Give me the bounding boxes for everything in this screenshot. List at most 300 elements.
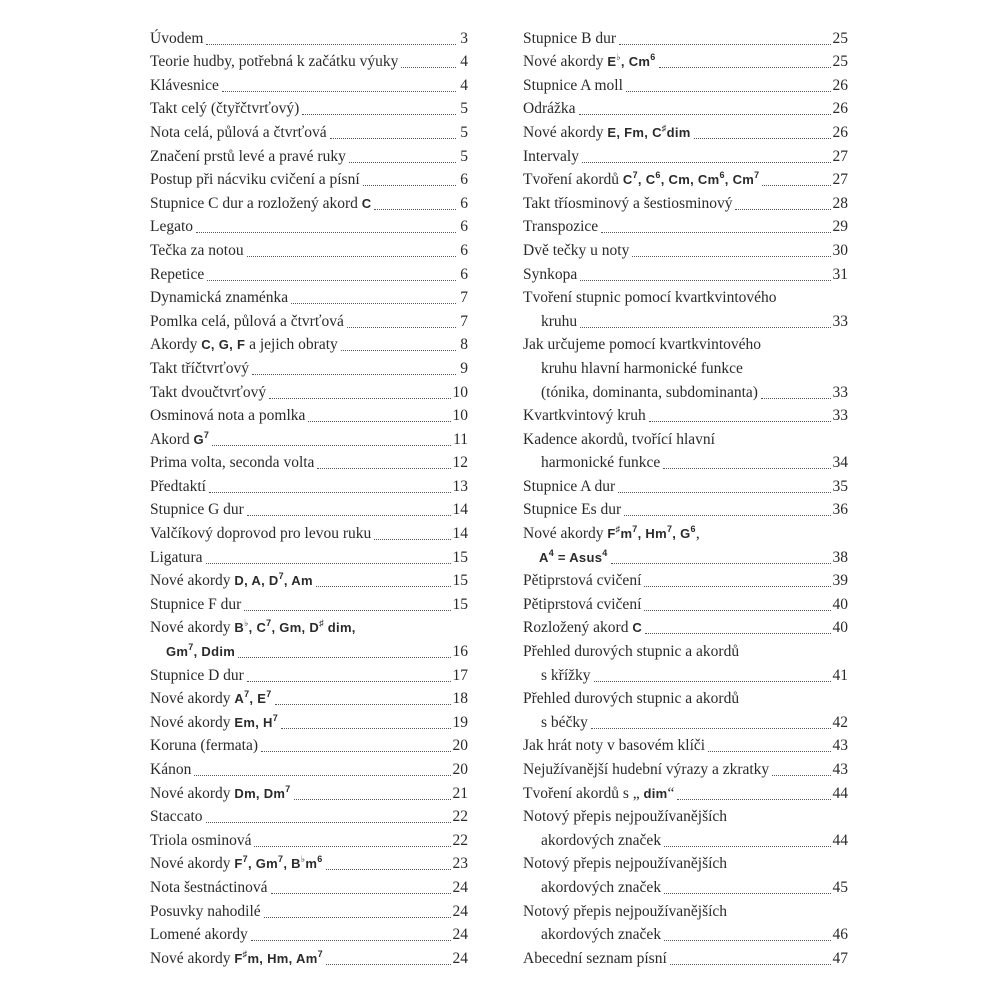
toc-entry[interactable]: [523, 520, 848, 567]
toc-entry[interactable]: [150, 308, 468, 332]
toc-entry-title: [150, 689, 272, 709]
chord-superscript: 7: [666, 524, 673, 535]
toc-entry-title: [523, 288, 777, 308]
toc-entry-continuation: (tónika, dominanta, subdominanta): [541, 383, 758, 401]
toc-entry[interactable]: [150, 662, 468, 686]
toc-entry[interactable]: [523, 733, 848, 757]
toc-entry-line: [523, 25, 848, 49]
toc-entry-line: [150, 922, 468, 946]
toc-entry-line: [150, 615, 468, 639]
dot-leader: [772, 775, 830, 776]
toc-entry-continuation: [166, 642, 235, 662]
chord-superscript: ♯: [615, 524, 621, 535]
dot-leader: [271, 893, 451, 894]
toc-entry-title: [150, 359, 249, 379]
toc-entry-title: [523, 642, 739, 662]
dot-leader: [247, 681, 451, 682]
toc-entry[interactable]: [523, 851, 848, 898]
toc-entry[interactable]: [523, 261, 848, 285]
page-number: 5: [460, 100, 468, 118]
chord-symbol: Em, H: [234, 714, 273, 730]
toc-entry[interactable]: [150, 756, 468, 780]
chord-symbol: G: [193, 431, 204, 447]
toc-entry-text: Tvoření akordů: [523, 171, 619, 189]
toc-entry-line: [150, 780, 468, 804]
chord-symbol: , C: [637, 172, 656, 188]
dot-leader: [664, 893, 830, 894]
toc-entry-text: Nové akordy: [150, 784, 231, 802]
toc-entry-text: Klávesnice: [150, 76, 219, 94]
toc-entry-text: Kadence akordů, tvořící hlavní: [523, 430, 715, 448]
toc-entry[interactable]: [150, 922, 468, 946]
toc-entry-title: [150, 147, 346, 167]
toc-entry-title: [150, 170, 360, 190]
toc-entry[interactable]: [523, 119, 848, 143]
dot-leader: [196, 232, 456, 233]
toc-entry-text: Pětiprstová cvičení: [523, 595, 642, 613]
toc-entry[interactable]: [150, 709, 468, 733]
toc-entry-line: [150, 308, 468, 332]
toc-entry-line: [523, 49, 848, 73]
dot-leader: [624, 515, 830, 516]
toc-entry[interactable]: [523, 945, 848, 969]
page-number: 15: [452, 548, 468, 566]
page-number: 36: [832, 501, 848, 519]
toc-entry-text: Stupnice A dur: [523, 477, 616, 495]
page-number: 42: [832, 713, 848, 731]
toc-entry-title: [523, 902, 727, 922]
toc-entry[interactable]: [150, 72, 468, 96]
page-number: 30: [832, 241, 848, 259]
toc-entry[interactable]: [150, 874, 468, 898]
toc-entry[interactable]: [150, 190, 468, 214]
toc-entry-title: [150, 99, 299, 119]
toc-entry-text: Repetice: [150, 265, 205, 283]
toc-entry-text: Odrážka: [523, 100, 576, 118]
toc-entry-title: [150, 430, 209, 450]
toc-entry-text: Stupnice D dur: [150, 666, 244, 684]
toc-entry-line: [150, 143, 468, 167]
toc-entry-line: [523, 190, 848, 214]
page-number: 27: [832, 171, 848, 189]
toc-entry-line: [150, 544, 468, 568]
dot-leader: [644, 586, 830, 587]
page-number: 22: [452, 808, 468, 826]
toc-entry[interactable]: [150, 851, 468, 875]
toc-entry[interactable]: [150, 450, 468, 474]
toc-entry-text: Nota šestnáctinová: [150, 878, 268, 896]
toc-entry-line: [150, 214, 468, 238]
toc-entry-text: Rozložený akord: [523, 619, 629, 637]
toc-entry[interactable]: [150, 261, 468, 285]
toc-entry[interactable]: [523, 426, 848, 473]
toc-entry[interactable]: [523, 214, 848, 238]
chord-symbol: C, G, F: [201, 337, 246, 353]
toc-entry[interactable]: [523, 804, 848, 851]
toc-entry-continuation: [539, 548, 608, 568]
chord-symbol: , Gm, D: [271, 620, 320, 636]
chord-superscript: 7: [285, 783, 291, 794]
dot-leader: [261, 751, 450, 752]
dot-leader: [663, 468, 830, 469]
dot-leader: [580, 327, 830, 328]
toc-entry[interactable]: [523, 568, 848, 592]
toc-entry-title: [523, 29, 616, 49]
toc-entry[interactable]: [150, 96, 468, 120]
chord-superscript: 6: [655, 170, 661, 181]
page-number: 44: [832, 831, 848, 849]
dot-leader: [664, 940, 830, 941]
page-number: 25: [832, 29, 848, 47]
toc-entry-line: [150, 355, 468, 379]
page-number: 23: [452, 855, 468, 873]
toc-entry-line: [523, 874, 848, 898]
toc-entry-title: [523, 170, 759, 190]
toc-entry-line: [523, 827, 848, 851]
dot-leader: [649, 421, 831, 422]
toc-entry[interactable]: [150, 520, 468, 544]
page-number: 24: [452, 878, 468, 896]
dot-leader: [330, 138, 456, 139]
toc-entry-line: [150, 874, 468, 898]
page-number: 33: [832, 383, 848, 401]
toc-entry-text: Intervaly: [523, 147, 579, 165]
page-number: 33: [832, 312, 848, 330]
page-number: 24: [452, 926, 468, 944]
chord-symbol: A: [234, 691, 245, 707]
toc-entry[interactable]: [523, 285, 848, 332]
toc-entry[interactable]: [523, 237, 848, 261]
toc-entry[interactable]: [150, 591, 468, 615]
toc-entry[interactable]: [523, 49, 848, 73]
toc-entry-text: Nové akordy: [523, 123, 604, 141]
toc-entry-text: Koruna (fermata): [150, 737, 259, 755]
toc-entry-continuation: s křížky: [541, 666, 591, 684]
toc-entry-text: Stupnice C dur a rozložený akord: [150, 194, 358, 212]
toc-entry-line: [523, 568, 848, 592]
page-number: 11: [453, 430, 468, 448]
toc-entry-text: Teorie hudby, potřebná k začátku výuky: [150, 53, 399, 71]
page-number: 20: [452, 737, 468, 755]
toc-entry[interactable]: [523, 143, 848, 167]
toc-entry-title: [150, 217, 193, 237]
toc-entry[interactable]: [150, 214, 468, 238]
toc-entry-text: “: [667, 784, 675, 802]
chord-superscript: 7: [272, 712, 279, 723]
page-number: 15: [452, 572, 468, 590]
toc-entry[interactable]: [150, 355, 468, 379]
page-number: 21: [452, 784, 468, 802]
toc-entry[interactable]: [150, 497, 468, 521]
toc-entry-line: [523, 96, 848, 120]
dot-leader: [206, 822, 451, 823]
page-number: 24: [452, 902, 468, 920]
chord-symbol: , Cm: [724, 172, 755, 188]
toc-entry[interactable]: [150, 733, 468, 757]
toc-entry-line: [523, 308, 848, 332]
toc-entry-text: Tvoření stupnic pomocí kvartkvintového: [523, 289, 777, 307]
toc-entry-line: [150, 686, 468, 710]
toc-entry[interactable]: [150, 827, 468, 851]
toc-entry-line: [150, 49, 468, 73]
toc-entry-line: [523, 426, 848, 450]
page-number: 47: [832, 949, 848, 967]
dot-leader: [206, 563, 451, 564]
page-number: 40: [832, 595, 848, 613]
toc-entry-text: Kvartkvintový kruh: [523, 407, 646, 425]
page-number: 31: [832, 265, 848, 283]
dot-leader: [619, 44, 831, 45]
toc-entry[interactable]: [523, 403, 848, 427]
dot-leader: [194, 775, 450, 776]
toc-entry-line: [150, 662, 468, 686]
toc-entry-continuation: kruhu hlavní harmonické funkce: [541, 359, 743, 377]
toc-entry[interactable]: [150, 25, 468, 49]
page-number: 7: [460, 312, 468, 330]
toc-entry-line: [150, 167, 468, 191]
dot-leader: [316, 586, 451, 587]
toc-entry-line: [523, 756, 848, 780]
toc-entry-line: [523, 686, 848, 710]
toc-entry[interactable]: [150, 804, 468, 828]
page-number: 41: [832, 666, 848, 684]
toc-entry-line: [523, 544, 848, 568]
page-number: 35: [832, 477, 848, 495]
chord-superscript: 7: [266, 618, 272, 629]
toc-entry-text: Jak hrát noty v basovém klíči: [523, 737, 706, 755]
toc-entry[interactable]: [150, 49, 468, 73]
toc-entry-text: Jak určujeme pomocí kvartkvintového: [523, 336, 762, 354]
toc-entry-line: [150, 72, 468, 96]
toc-entry-title: [150, 477, 206, 497]
toc-entry[interactable]: [523, 473, 848, 497]
toc-entry-text: Nové akordy: [150, 713, 231, 731]
toc-entry-text: Prima volta, seconda volta: [150, 454, 315, 472]
toc-entry-text: a jejich obraty: [249, 336, 338, 354]
toc-entry-text: Nové akordy: [523, 525, 604, 543]
chord-superscript: 7: [242, 854, 248, 865]
toc-entry[interactable]: [523, 497, 848, 521]
page-number: 7: [460, 289, 468, 307]
toc-entry-title: [150, 29, 203, 49]
toc-entry-title: [150, 548, 203, 568]
toc-entry-title: [523, 949, 667, 969]
toc-entry-text: Stupnice B dur: [523, 29, 616, 47]
chord-symbol: , Cm, Cm: [660, 172, 720, 188]
dot-leader: [761, 398, 831, 399]
toc-entry[interactable]: [150, 143, 468, 167]
toc-entry-title: [150, 878, 268, 898]
dot-leader: [349, 162, 456, 163]
chord-symbol: B: [234, 620, 245, 636]
toc-entry[interactable]: [523, 756, 848, 780]
toc-entry-line: [523, 167, 848, 191]
page-number: 13: [452, 477, 468, 495]
toc-entry-title: [150, 383, 266, 403]
toc-entry-text: Kánon: [150, 761, 192, 778]
dot-leader: [275, 704, 451, 705]
toc-entry[interactable]: [150, 426, 468, 450]
dot-leader: [212, 445, 451, 446]
toc-entry-line: [150, 898, 468, 922]
toc-entry-text: Staccato: [150, 808, 203, 826]
toc-entry-line: [523, 143, 848, 167]
toc-entry-title: [150, 312, 344, 332]
toc-entry[interactable]: [523, 638, 848, 685]
toc-column-left: [150, 25, 468, 969]
toc-entry-line: [523, 473, 848, 497]
toc-entry-line: [523, 237, 848, 261]
page-number: 26: [832, 123, 848, 141]
page-number: 8: [460, 336, 468, 354]
page-number: 39: [832, 572, 848, 590]
toc-entry-line: [523, 450, 848, 474]
dot-leader: [207, 280, 456, 281]
chord-superscript: 4: [602, 547, 608, 558]
toc-entry[interactable]: [150, 945, 468, 969]
page-number: 6: [460, 241, 468, 259]
toc-entry-title: [150, 807, 203, 827]
toc-entry-text: Abecední seznam písní: [523, 949, 667, 967]
chord-symbol: C: [632, 620, 643, 636]
toc-entry-title: [150, 713, 278, 733]
toc-entry[interactable]: [523, 72, 848, 96]
toc-entry-line: [150, 638, 468, 662]
toc-entry-line: [523, 898, 848, 922]
toc-entry[interactable]: [523, 25, 848, 49]
dot-leader: [244, 610, 450, 611]
toc-entry-text: Legato: [150, 218, 194, 236]
dot-leader: [302, 114, 456, 115]
toc-entry-text: Nové akordy: [150, 690, 231, 708]
dot-leader: [347, 327, 456, 328]
toc-entry[interactable]: [150, 615, 468, 662]
toc-entry[interactable]: [150, 379, 468, 403]
toc-entry-line: [523, 851, 848, 875]
toc-entry[interactable]: [523, 332, 848, 403]
chord-symbol: Gm: [166, 644, 189, 660]
dot-leader: [677, 799, 830, 800]
chord-symbol: E, Fm, C: [607, 124, 662, 140]
toc-entry-title: [150, 784, 291, 804]
dot-leader: [341, 350, 456, 351]
toc-entry-title: [523, 217, 598, 237]
toc-entry[interactable]: [150, 237, 468, 261]
toc-entry-continuation: harmonické funkce: [541, 454, 661, 472]
toc-entry-title: [150, 902, 261, 922]
toc-entry-text: Nové akordy: [150, 572, 231, 590]
chord-superscript: 4: [548, 547, 555, 558]
toc-entry-title: [523, 147, 579, 167]
dot-leader: [238, 657, 450, 658]
toc-entry[interactable]: [150, 119, 468, 143]
toc-entry[interactable]: [150, 473, 468, 497]
chord-superscript: 7: [632, 524, 638, 535]
chord-symbol: , G: [672, 526, 691, 542]
toc-entry[interactable]: [523, 686, 848, 733]
toc-entry-text: Lomené akordy: [150, 926, 248, 944]
toc-entry-text: Transpozice: [523, 218, 599, 236]
toc-entry-title: [523, 784, 674, 804]
toc-entry[interactable]: [150, 780, 468, 804]
toc-entry[interactable]: [150, 332, 468, 356]
toc-entry-line: [523, 591, 848, 615]
toc-entry-title: [150, 618, 356, 638]
toc-entry-title: [523, 406, 646, 426]
toc-entry[interactable]: [523, 898, 848, 945]
toc-entry-line: [150, 568, 468, 592]
chord-superscript: 7: [266, 689, 272, 700]
toc-entry-title: [523, 500, 621, 520]
toc-entry[interactable]: [150, 167, 468, 191]
toc-entry[interactable]: [523, 190, 848, 214]
dot-leader: [664, 846, 830, 847]
dot-leader: [762, 185, 830, 186]
toc-entry-text: Stupnice Es dur: [523, 501, 622, 519]
dot-leader: [247, 256, 456, 257]
dot-leader: [252, 374, 456, 375]
dot-leader: [294, 799, 451, 800]
toc-entry-line: [150, 709, 468, 733]
chord-superscript: 7: [278, 854, 284, 865]
toc-entry[interactable]: [150, 568, 468, 592]
chord-superscript: 7: [317, 948, 323, 959]
dot-leader: [222, 91, 456, 92]
toc-entry-title: [150, 666, 244, 686]
toc-entry[interactable]: [150, 686, 468, 710]
toc-entry[interactable]: [150, 898, 468, 922]
toc-entry-text: Stupnice F dur: [150, 595, 242, 613]
dot-leader: [264, 917, 451, 918]
toc-entry[interactable]: [523, 96, 848, 120]
toc-entry-title: [150, 524, 371, 544]
toc-entry-text: Postup při nácviku cvičení a písní: [150, 171, 360, 189]
toc-entry-title: [523, 689, 739, 709]
toc-entry[interactable]: [150, 403, 468, 427]
page-number: 6: [460, 265, 468, 283]
toc-entry-text: Pětiprstová cvičení: [523, 572, 642, 590]
dot-leader: [206, 44, 456, 45]
toc-entry-line: [523, 733, 848, 757]
page-number: 34: [832, 454, 848, 472]
toc-entry-text: Nové akordy: [150, 855, 231, 873]
toc-entry-text: Ligatura: [150, 548, 203, 566]
toc-entry[interactable]: [523, 780, 848, 804]
toc-entry-line: [150, 261, 468, 285]
toc-entry-title: [150, 760, 191, 780]
toc-entry[interactable]: [523, 591, 848, 615]
chord-superscript: 6: [690, 524, 696, 535]
chord-symbol: , E: [249, 691, 267, 707]
toc-entry-line: [523, 214, 848, 238]
toc-entry[interactable]: [523, 615, 848, 639]
chord-superscript: ♭: [300, 854, 306, 865]
toc-entry-text: Nota celá, půlová a čtvrťová: [150, 123, 327, 141]
page-number: 33: [832, 407, 848, 425]
toc-entry[interactable]: [523, 167, 848, 191]
toc-entry[interactable]: [150, 285, 468, 309]
toc-entry-continuation: s béčky: [541, 713, 588, 731]
chord-symbol: Dm, Dm: [234, 785, 286, 801]
page-number: 15: [452, 595, 468, 613]
toc-entry-text: Posuvky nahodilé: [150, 902, 261, 920]
toc-entry-continuation: akordových značek: [541, 878, 662, 896]
toc-entry-title: [523, 524, 700, 544]
toc-entry[interactable]: [150, 544, 468, 568]
chord-superscript: ♯: [242, 948, 248, 959]
chord-symbol: A: [539, 549, 549, 565]
page-number: 4: [460, 53, 468, 71]
